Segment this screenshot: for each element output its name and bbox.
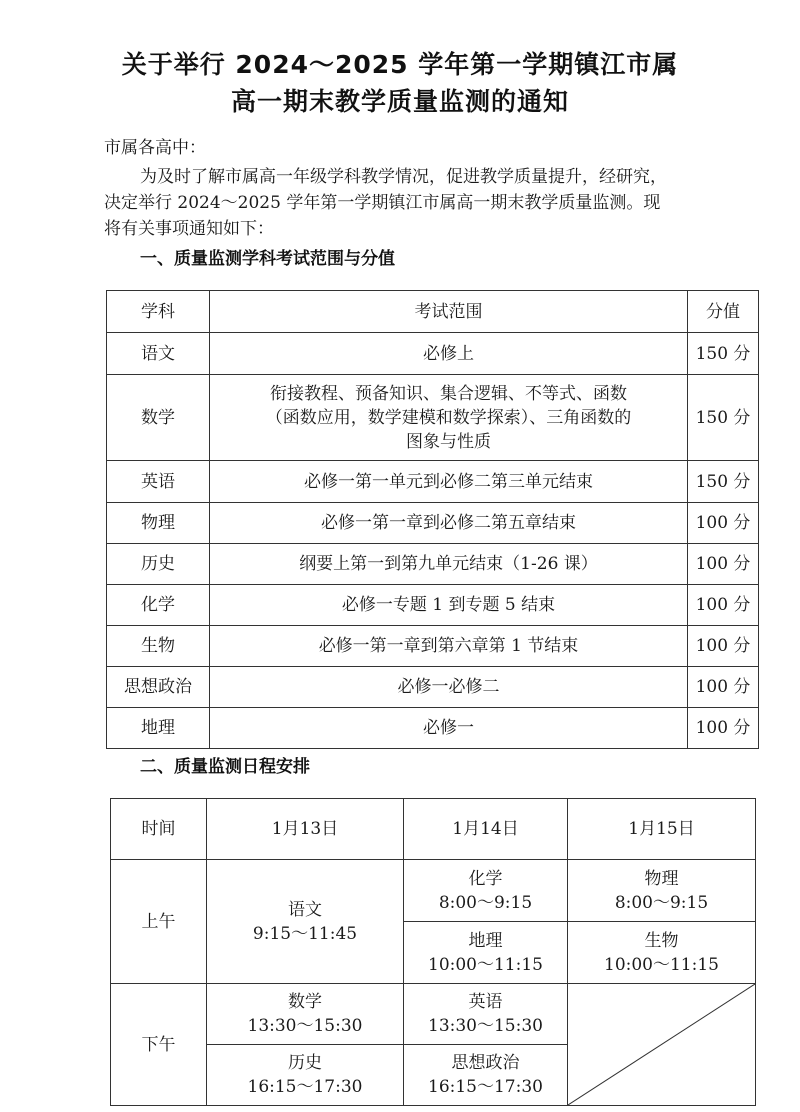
scope-cell: 必修一 — [210, 708, 688, 749]
table-row — [107, 544, 759, 585]
exam-time: 10:00～11:15 — [428, 954, 543, 975]
exam-time: 8:00～9:15 — [438, 892, 533, 913]
exam-subject: 语文 — [288, 899, 322, 920]
table-header-row — [107, 291, 759, 333]
morning-label: 上午 — [111, 860, 207, 984]
exam-time: 16:15～17:30 — [247, 1077, 363, 1097]
schedule-table — [110, 798, 756, 1106]
intro-line-1: 为及时了解市属高一年级学科教学情况，促进教学质量提升，经研究， — [140, 167, 667, 187]
score-cell: 150 分 — [688, 375, 759, 461]
exam-subject: 化学 — [468, 868, 503, 889]
afternoon-jan14-exam-2 — [404, 1045, 568, 1106]
exam-subject: 物理 — [644, 868, 679, 889]
table-row — [107, 667, 759, 708]
exam-subject: 数学 — [288, 992, 322, 1012]
greeting: 市属各高中： — [104, 138, 206, 158]
header-scope: 考试范围 — [210, 291, 688, 333]
section-2-heading: 二、质量监测日程安排 — [140, 757, 310, 777]
subject-cell: 数学 — [107, 375, 210, 461]
scope-cell: 必修一第一单元到必修二第三单元结束 — [210, 461, 688, 503]
subject-cell: 化学 — [107, 585, 210, 626]
notice-title-line-2: 高一期末教学质量监测的通知 — [230, 87, 569, 116]
exam-time: 16:15～17:30 — [428, 1077, 543, 1097]
table-row — [107, 585, 759, 626]
header-subject: 学科 — [107, 291, 210, 333]
exam-subject: 生物 — [644, 930, 679, 951]
subject-cell: 生物 — [107, 626, 210, 667]
notice-title-line-1: 关于举行 2024～2025 学年第一学期镇江市属 — [121, 50, 679, 79]
score-cell: 150 分 — [688, 461, 759, 503]
header-time: 时间 — [111, 799, 207, 860]
morning-jan15-exam-2 — [568, 922, 756, 984]
scope-cell: 必修一必修二 — [210, 667, 688, 708]
afternoon-row-1 — [111, 984, 756, 1045]
morning-jan14-exam-1 — [404, 860, 568, 922]
subject-cell: 思想政治 — [107, 667, 210, 708]
header-jan13: 1月13日 — [207, 799, 404, 860]
morning-jan14-exam-2 — [404, 922, 568, 984]
exam-subject: 思想政治 — [451, 1053, 520, 1073]
scope-cell: 必修一第一章到必修二第五章结束 — [210, 503, 688, 544]
subjects-table — [106, 290, 759, 749]
subject-cell: 语文 — [107, 333, 210, 375]
score-cell: 150 分 — [688, 333, 759, 375]
morning-row-1 — [111, 860, 756, 922]
afternoon-label: 下午 — [111, 984, 207, 1106]
exam-time: 10:00～11:15 — [604, 954, 719, 975]
subject-cell: 物理 — [107, 503, 210, 544]
subject-cell: 历史 — [107, 544, 210, 585]
intro-line-3: 将有关事项通知如下： — [104, 219, 274, 239]
exam-time: 13:30～15:30 — [428, 1016, 543, 1036]
header-jan15: 1月15日 — [568, 799, 756, 860]
exam-subject: 历史 — [288, 1053, 322, 1073]
schedule-header-row — [111, 799, 756, 860]
exam-time: 9:15～11:45 — [252, 923, 358, 944]
subject-cell: 英语 — [107, 461, 210, 503]
afternoon-jan14-exam-1 — [404, 984, 568, 1045]
scope-cell: 纲要上第一到第九单元结束（1-26 课） — [210, 544, 688, 585]
score-cell: 100 分 — [688, 503, 759, 544]
score-cell: 100 分 — [688, 708, 759, 749]
table-row — [107, 708, 759, 749]
table-row — [107, 333, 759, 375]
morning-jan15-exam-1 — [568, 860, 756, 922]
intro-line-2: 决定举行 2024～2025 学年第一学期镇江市属高一期末教学质量监测。现 — [104, 193, 661, 213]
table-row — [107, 375, 759, 461]
scope-line: （函数应用，数学建模和数学探索）、三角函数的 — [265, 407, 632, 428]
empty-diagonal-cell — [568, 984, 756, 1106]
score-cell: 100 分 — [688, 667, 759, 708]
scope-cell: 必修一第一章到第六章第 1 节结束 — [210, 626, 688, 667]
exam-time: 8:00～9:15 — [614, 892, 709, 913]
scope-cell: 必修一专题 1 到专题 5 结束 — [210, 585, 688, 626]
scope-cell — [210, 375, 688, 461]
table-row — [107, 461, 759, 503]
table-row — [107, 626, 759, 667]
exam-time: 13:30～15:30 — [247, 1016, 363, 1036]
afternoon-jan13-exam-2 — [207, 1045, 404, 1106]
morning-jan13-exam — [207, 860, 404, 984]
section-1-heading: 一、质量监测学科考试范围与分值 — [140, 249, 395, 269]
score-cell: 100 分 — [688, 585, 759, 626]
exam-subject: 地理 — [468, 930, 503, 951]
header-score: 分值 — [688, 291, 759, 333]
afternoon-jan13-exam-1 — [207, 984, 404, 1045]
scope-line: 图象与性质 — [406, 431, 491, 452]
score-cell: 100 分 — [688, 626, 759, 667]
scope-cell: 必修上 — [210, 333, 688, 375]
header-jan14: 1月14日 — [404, 799, 568, 860]
scope-line: 衔接教程、预备知识、集合逻辑、不等式、函数 — [270, 383, 627, 404]
subject-cell: 地理 — [107, 708, 210, 749]
exam-subject: 英语 — [468, 992, 503, 1012]
table-row — [107, 503, 759, 544]
diagonal-line — [568, 984, 755, 1105]
score-cell: 100 分 — [688, 544, 759, 585]
